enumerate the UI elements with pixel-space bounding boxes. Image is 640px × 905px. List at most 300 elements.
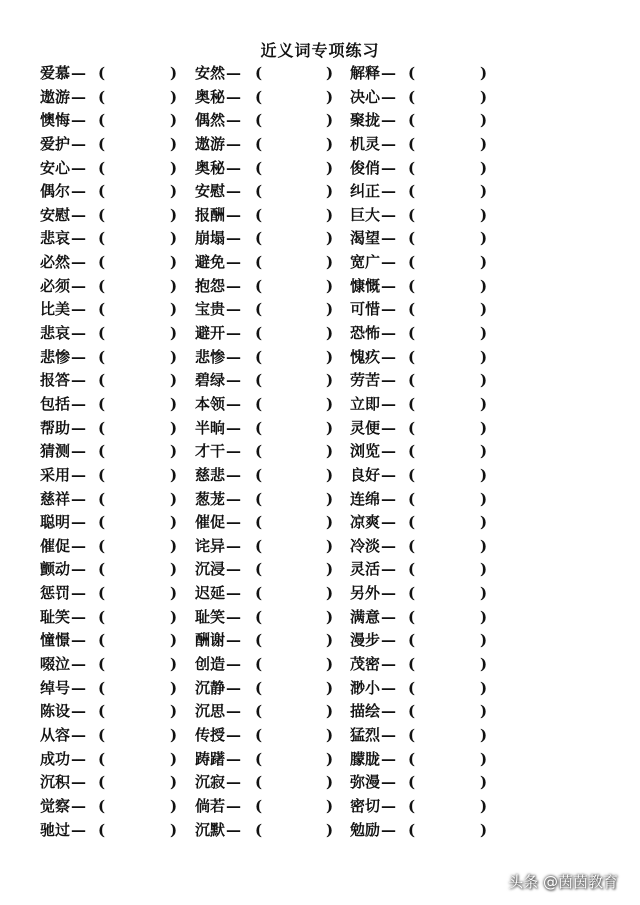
item-word: 密切	[350, 796, 381, 815]
item-dash: —	[381, 371, 397, 390]
item-dash: —	[71, 64, 87, 82]
answer-blank-open: (	[408, 300, 416, 319]
answer-blank-open: (	[98, 276, 106, 295]
item-dash: —	[226, 655, 242, 674]
item-word-group	[195, 464, 242, 488]
answer-blank-close: )	[170, 205, 178, 224]
item-word-group	[195, 677, 242, 701]
item-dash: —	[381, 158, 397, 177]
watermark: 头条 @茵茵教育	[508, 873, 618, 891]
answer-blank-open: (	[98, 820, 106, 839]
item-word-group	[350, 748, 397, 772]
item-dash: —	[71, 276, 87, 295]
item-dash: —	[381, 134, 397, 153]
item-dash: —	[381, 205, 397, 224]
answer-blank-close: )	[326, 229, 334, 248]
item-word: 报答	[40, 371, 71, 390]
item-word-group	[350, 558, 397, 582]
item-dash: —	[71, 607, 87, 626]
item-word: 沉默	[195, 820, 226, 839]
answer-blank-close: )	[326, 489, 334, 508]
answer-blank-close: )	[326, 773, 334, 792]
item-word: 茂密	[350, 655, 381, 674]
item-word-group	[350, 393, 397, 417]
answer-blank-open: (	[98, 442, 106, 461]
item-dash: —	[381, 560, 397, 579]
exercise-row	[0, 700, 640, 724]
exercise-row	[0, 393, 640, 417]
answer-blank-open: (	[255, 465, 263, 484]
item-word: 成功	[40, 749, 71, 768]
answer-blank-open: (	[98, 300, 106, 319]
item-word: 踌躇	[195, 749, 226, 768]
item-dash: —	[71, 678, 87, 697]
exercise-row	[0, 748, 640, 772]
exercise-row	[0, 724, 640, 748]
answer-blank-close: )	[326, 749, 334, 768]
answer-blank-open: (	[98, 418, 106, 437]
item-word: 聚拢	[350, 111, 381, 130]
item-dash: —	[226, 465, 242, 484]
item-dash: —	[381, 489, 397, 508]
item-word: 懊悔	[40, 111, 71, 130]
item-dash: —	[71, 182, 87, 201]
item-word: 慷慨	[350, 276, 381, 295]
answer-blank-close: )	[480, 536, 488, 555]
item-word-group	[195, 251, 242, 275]
item-word: 从容	[40, 725, 71, 744]
item-dash: —	[381, 584, 397, 603]
item-word-group	[40, 771, 87, 795]
answer-blank-open: (	[255, 513, 263, 532]
item-word-group	[40, 511, 87, 535]
item-word-group	[195, 62, 242, 86]
item-word-group	[40, 86, 87, 110]
item-dash: —	[226, 725, 242, 744]
answer-blank-open: (	[255, 182, 263, 201]
item-word-group	[40, 748, 87, 772]
item-word: 绰号	[40, 678, 71, 697]
item-word-group	[195, 606, 242, 630]
item-dash: —	[226, 253, 242, 272]
answer-blank-close: )	[480, 324, 488, 343]
item-word: 驰过	[40, 820, 71, 839]
answer-blank-close: )	[170, 655, 178, 674]
item-word-group	[195, 535, 242, 559]
item-word-group	[350, 346, 397, 370]
item-word-group	[350, 795, 397, 819]
exercise-row	[0, 677, 640, 701]
answer-blank-open: (	[255, 584, 263, 603]
answer-blank-close: )	[326, 371, 334, 390]
item-word: 抱怨	[195, 276, 226, 295]
answer-blank-close: )	[170, 394, 178, 413]
answer-blank-open: (	[408, 158, 416, 177]
item-word: 惩罚	[40, 584, 71, 603]
item-dash: —	[381, 536, 397, 555]
answer-blank-open: (	[408, 536, 416, 555]
item-dash: —	[226, 347, 242, 366]
item-dash: —	[71, 631, 87, 650]
item-word: 包括	[40, 394, 71, 413]
item-word-group	[40, 157, 87, 181]
item-word: 创造	[195, 655, 226, 674]
exercise-row	[0, 86, 640, 110]
item-dash: —	[71, 513, 87, 532]
item-word: 偶然	[195, 111, 226, 130]
item-dash: —	[381, 820, 397, 839]
item-word-group	[195, 700, 242, 724]
exercise-row	[0, 606, 640, 630]
item-dash: —	[226, 820, 242, 839]
item-dash: —	[226, 276, 242, 295]
item-dash: —	[226, 229, 242, 248]
item-word: 遨游	[195, 134, 226, 153]
item-word-group	[40, 204, 87, 228]
answer-blank-open: (	[98, 465, 106, 484]
item-word: 劳苦	[350, 371, 381, 390]
item-word-group	[350, 511, 397, 535]
item-dash: —	[226, 584, 242, 603]
item-word: 本领	[195, 394, 226, 413]
answer-blank-open: (	[255, 158, 263, 177]
item-word: 迟延	[195, 584, 226, 603]
item-word-group	[350, 677, 397, 701]
exercise-row	[0, 322, 640, 346]
item-word-group	[350, 582, 397, 606]
item-word: 灵活	[350, 560, 381, 579]
item-word-group	[195, 771, 242, 795]
item-word-group	[350, 629, 397, 653]
answer-blank-close: )	[170, 702, 178, 721]
answer-blank-close: )	[480, 111, 488, 130]
item-word: 憧憬	[40, 631, 71, 650]
item-dash: —	[71, 229, 87, 248]
answer-blank-open: (	[255, 64, 263, 82]
exercise-row	[0, 133, 640, 157]
item-word-group	[350, 251, 397, 275]
item-word-group	[40, 227, 87, 251]
item-word: 安然	[195, 64, 226, 82]
item-word-group	[195, 653, 242, 677]
item-dash: —	[381, 725, 397, 744]
answer-blank-open: (	[98, 489, 106, 508]
answer-blank-close: )	[480, 182, 488, 201]
item-word-group	[195, 86, 242, 110]
item-word: 另外	[350, 584, 381, 603]
answer-blank-open: (	[408, 655, 416, 674]
item-dash: —	[381, 655, 397, 674]
item-word: 帮助	[40, 418, 71, 437]
answer-blank-open: (	[408, 560, 416, 579]
answer-blank-open: (	[408, 205, 416, 224]
answer-blank-close: )	[326, 134, 334, 153]
item-dash: —	[71, 324, 87, 343]
answer-blank-close: )	[170, 820, 178, 839]
item-word-group	[40, 464, 87, 488]
answer-blank-close: )	[480, 158, 488, 177]
item-word-group	[195, 298, 242, 322]
item-word: 必然	[40, 253, 71, 272]
answer-blank-close: )	[480, 820, 488, 839]
item-word-group	[350, 771, 397, 795]
item-word: 勉励	[350, 820, 381, 839]
item-word-group	[40, 488, 87, 512]
answer-blank-open: (	[255, 371, 263, 390]
answer-blank-close: )	[170, 749, 178, 768]
exercise-row	[0, 511, 640, 535]
item-word: 决心	[350, 87, 381, 106]
item-dash: —	[226, 489, 242, 508]
exercise-row	[0, 464, 640, 488]
item-word: 朦胧	[350, 749, 381, 768]
item-word-group	[350, 535, 397, 559]
item-word-group	[350, 227, 397, 251]
answer-blank-close: )	[480, 678, 488, 697]
item-word: 耻笑	[40, 607, 71, 626]
item-word: 恐怖	[350, 324, 381, 343]
item-word-group	[195, 417, 242, 441]
item-dash: —	[226, 560, 242, 579]
answer-blank-open: (	[255, 655, 263, 674]
answer-blank-open: (	[408, 607, 416, 626]
item-word-group	[40, 535, 87, 559]
answer-blank-close: )	[170, 111, 178, 130]
item-word-group	[350, 488, 397, 512]
answer-blank-close: )	[480, 64, 488, 82]
answer-blank-open: (	[255, 229, 263, 248]
answer-blank-open: (	[408, 465, 416, 484]
answer-blank-open: (	[98, 134, 106, 153]
item-word-group	[195, 629, 242, 653]
item-dash: —	[71, 394, 87, 413]
item-word-group	[40, 109, 87, 133]
item-dash: —	[226, 749, 242, 768]
exercise-row	[0, 653, 640, 677]
answer-blank-open: (	[408, 324, 416, 343]
item-word: 猛烈	[350, 725, 381, 744]
answer-blank-open: (	[98, 64, 106, 82]
answer-blank-close: )	[326, 182, 334, 201]
answer-blank-close: )	[326, 655, 334, 674]
exercise-row	[0, 417, 640, 441]
item-dash: —	[381, 749, 397, 768]
answer-blank-open: (	[255, 205, 263, 224]
item-dash: —	[226, 796, 242, 815]
item-word-group	[40, 417, 87, 441]
item-word: 比美	[40, 300, 71, 319]
answer-blank-open: (	[98, 584, 106, 603]
answer-blank-open: (	[408, 489, 416, 508]
item-word: 报酬	[195, 205, 226, 224]
item-word: 爱慕	[40, 64, 71, 82]
item-word: 灵便	[350, 418, 381, 437]
item-word: 诧异	[195, 536, 226, 555]
answer-blank-close: )	[480, 489, 488, 508]
item-word: 猜测	[40, 442, 71, 461]
item-word: 宽广	[350, 253, 381, 272]
answer-blank-open: (	[98, 678, 106, 697]
item-dash: —	[226, 205, 242, 224]
answer-blank-open: (	[255, 347, 263, 366]
answer-blank-open: (	[408, 371, 416, 390]
answer-blank-close: )	[326, 584, 334, 603]
item-dash: —	[226, 111, 242, 130]
item-word-group	[195, 582, 242, 606]
answer-blank-close: )	[480, 796, 488, 815]
exercise-row	[0, 558, 640, 582]
item-dash: —	[71, 371, 87, 390]
item-word: 浏览	[350, 442, 381, 461]
answer-blank-close: )	[170, 418, 178, 437]
item-word: 沉浸	[195, 560, 226, 579]
item-dash: —	[71, 749, 87, 768]
exercise-row	[0, 204, 640, 228]
item-word-group	[195, 819, 242, 843]
item-word-group	[195, 109, 242, 133]
item-word: 崩塌	[195, 229, 226, 248]
item-word-group	[40, 322, 87, 346]
answer-blank-open: (	[98, 749, 106, 768]
answer-blank-close: )	[170, 560, 178, 579]
item-dash: —	[226, 607, 242, 626]
answer-blank-close: )	[480, 655, 488, 674]
item-word-group	[195, 440, 242, 464]
item-dash: —	[226, 158, 242, 177]
item-word: 避开	[195, 324, 226, 343]
item-word: 酬谢	[195, 631, 226, 650]
answer-blank-close: )	[326, 631, 334, 650]
answer-blank-close: )	[326, 158, 334, 177]
answer-blank-close: )	[480, 465, 488, 484]
answer-blank-open: (	[255, 749, 263, 768]
item-dash: —	[226, 324, 242, 343]
item-dash: —	[381, 64, 397, 82]
item-word-group	[195, 157, 242, 181]
answer-blank-close: )	[170, 324, 178, 343]
answer-blank-close: )	[480, 749, 488, 768]
item-word: 爱护	[40, 134, 71, 153]
item-word: 慈悲	[195, 465, 226, 484]
item-word-group	[350, 464, 397, 488]
answer-blank-close: )	[326, 560, 334, 579]
item-dash: —	[226, 773, 242, 792]
item-word-group	[40, 133, 87, 157]
exercise-row	[0, 109, 640, 133]
answer-blank-open: (	[408, 418, 416, 437]
answer-blank-close: )	[326, 300, 334, 319]
item-word: 解释	[350, 64, 381, 82]
answer-blank-close: )	[480, 394, 488, 413]
item-word-group	[350, 180, 397, 204]
item-word-group	[40, 298, 87, 322]
item-word: 良好	[350, 465, 381, 484]
answer-blank-open: (	[255, 702, 263, 721]
item-word: 避免	[195, 253, 226, 272]
answer-blank-open: (	[255, 111, 263, 130]
answer-blank-close: )	[170, 182, 178, 201]
item-dash: —	[71, 300, 87, 319]
item-dash: —	[381, 229, 397, 248]
item-word-group	[195, 204, 242, 228]
item-word: 觉察	[40, 796, 71, 815]
item-word: 碧绿	[195, 371, 226, 390]
answer-blank-open: (	[98, 371, 106, 390]
item-word-group	[350, 133, 397, 157]
answer-blank-close: )	[326, 513, 334, 532]
answer-blank-open: (	[408, 584, 416, 603]
item-word-group	[350, 322, 397, 346]
item-word-group	[195, 133, 242, 157]
answer-blank-close: )	[480, 347, 488, 366]
answer-blank-open: (	[255, 678, 263, 697]
item-dash: —	[381, 513, 397, 532]
answer-blank-open: (	[255, 560, 263, 579]
item-dash: —	[71, 584, 87, 603]
exercise-grid	[0, 62, 640, 842]
exercise-row	[0, 771, 640, 795]
answer-blank-close: )	[326, 276, 334, 295]
answer-blank-open: (	[408, 347, 416, 366]
page-title: 近义词专项练习	[260, 41, 380, 60]
answer-blank-close: )	[326, 87, 334, 106]
item-dash: —	[226, 631, 242, 650]
answer-blank-open: (	[98, 607, 106, 626]
answer-blank-close: )	[326, 394, 334, 413]
item-dash: —	[381, 773, 397, 792]
answer-blank-close: )	[170, 158, 178, 177]
item-word: 渴望	[350, 229, 381, 248]
answer-blank-close: )	[170, 276, 178, 295]
exercise-row	[0, 535, 640, 559]
answer-blank-open: (	[408, 253, 416, 272]
item-word-group	[195, 393, 242, 417]
answer-blank-open: (	[98, 536, 106, 555]
answer-blank-open: (	[255, 134, 263, 153]
item-word: 奥秘	[195, 158, 226, 177]
item-word-group	[40, 819, 87, 843]
item-dash: —	[381, 253, 397, 272]
answer-blank-open: (	[408, 678, 416, 697]
answer-blank-open: (	[255, 87, 263, 106]
answer-blank-close: )	[326, 205, 334, 224]
item-word: 葱茏	[195, 489, 226, 508]
item-word: 渺小	[350, 678, 381, 697]
answer-blank-close: )	[480, 134, 488, 153]
item-word-group	[195, 180, 242, 204]
item-dash: —	[71, 134, 87, 153]
item-word-group	[195, 369, 242, 393]
item-word: 凉爽	[350, 513, 381, 532]
item-dash: —	[226, 394, 242, 413]
answer-blank-open: (	[98, 182, 106, 201]
answer-blank-close: )	[170, 489, 178, 508]
exercise-row	[0, 180, 640, 204]
item-dash: —	[381, 442, 397, 461]
item-dash: —	[226, 182, 242, 201]
item-dash: —	[226, 134, 242, 153]
answer-blank-close: )	[480, 276, 488, 295]
exercise-row	[0, 819, 640, 843]
answer-blank-close: )	[326, 702, 334, 721]
item-word-group	[195, 322, 242, 346]
exercise-row	[0, 369, 640, 393]
exercise-row	[0, 298, 640, 322]
item-dash: —	[71, 87, 87, 106]
answer-blank-close: )	[326, 607, 334, 626]
answer-blank-close: )	[170, 134, 178, 153]
item-dash: —	[71, 773, 87, 792]
